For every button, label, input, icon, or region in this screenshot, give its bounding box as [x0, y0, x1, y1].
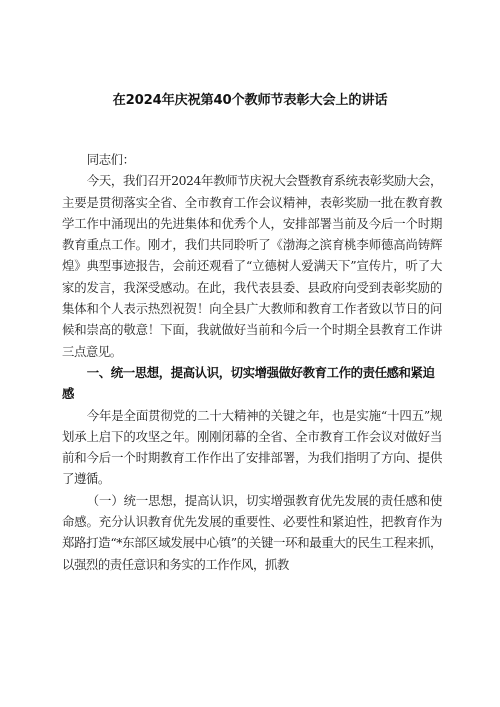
- body-paragraph: 今年是全面贯彻党的二十大精神的关键之年，也是实施“十四五”规划承上启下的攻坚之年。刚刚闭幕的全省、全市教育工作会议对做好当前和今后一个时期教育工作作出了安排部署，为我们指明了方向、提供了遵循。: [62, 407, 442, 487]
- document-title: 在2024年庆祝第40个教师节表彰大会上的讲话: [112, 93, 388, 108]
- salutation: 同志们：: [86, 152, 135, 167]
- body-paragraph: （一）统一思想，提高认识，切实增强教育优先发展的责任感和使命感。充分认识教育优先发展的重要性、必要性和紧迫性，把教育作为郑路打造“*东部区域发展中心镇”的关键一环和最重大的民生工程来抓，以强烈的责任意识和务实的工作作风，抓教: [62, 492, 442, 572]
- section-heading: 一、统一思想，提高认识，切实增强做好教育工作的责任感和紧迫感: [62, 364, 435, 402]
- body-paragraph: 今天，我们召开2024年教师节庆祝大会暨教育系统表彰奖励大会，主要是贯彻落实全省、全市教育工作会议精神，表彰奖励一批在教育教学工作中涌现出的先进集体和优秀个人，安排部署当前及今后一个时期教育重点工作。刚才，我们共同聆听了《渤海之滨育桃李师德高尚铸辉煌》典型事迹报告，会前还观看了“立德树人爱满天下”宣传片，听了大家的发言，我深受感动。在此，我代表县委、县政府向受到表彰奖励的集体和个人表示热烈祝贺！向全县广大教师和教育工作者致以节日的问候和崇高的敬意！下面，我就做好当前和今后一个时期全县教育工作讲三点意见。: [62, 173, 442, 359]
- document-body: [62, 149, 442, 575]
